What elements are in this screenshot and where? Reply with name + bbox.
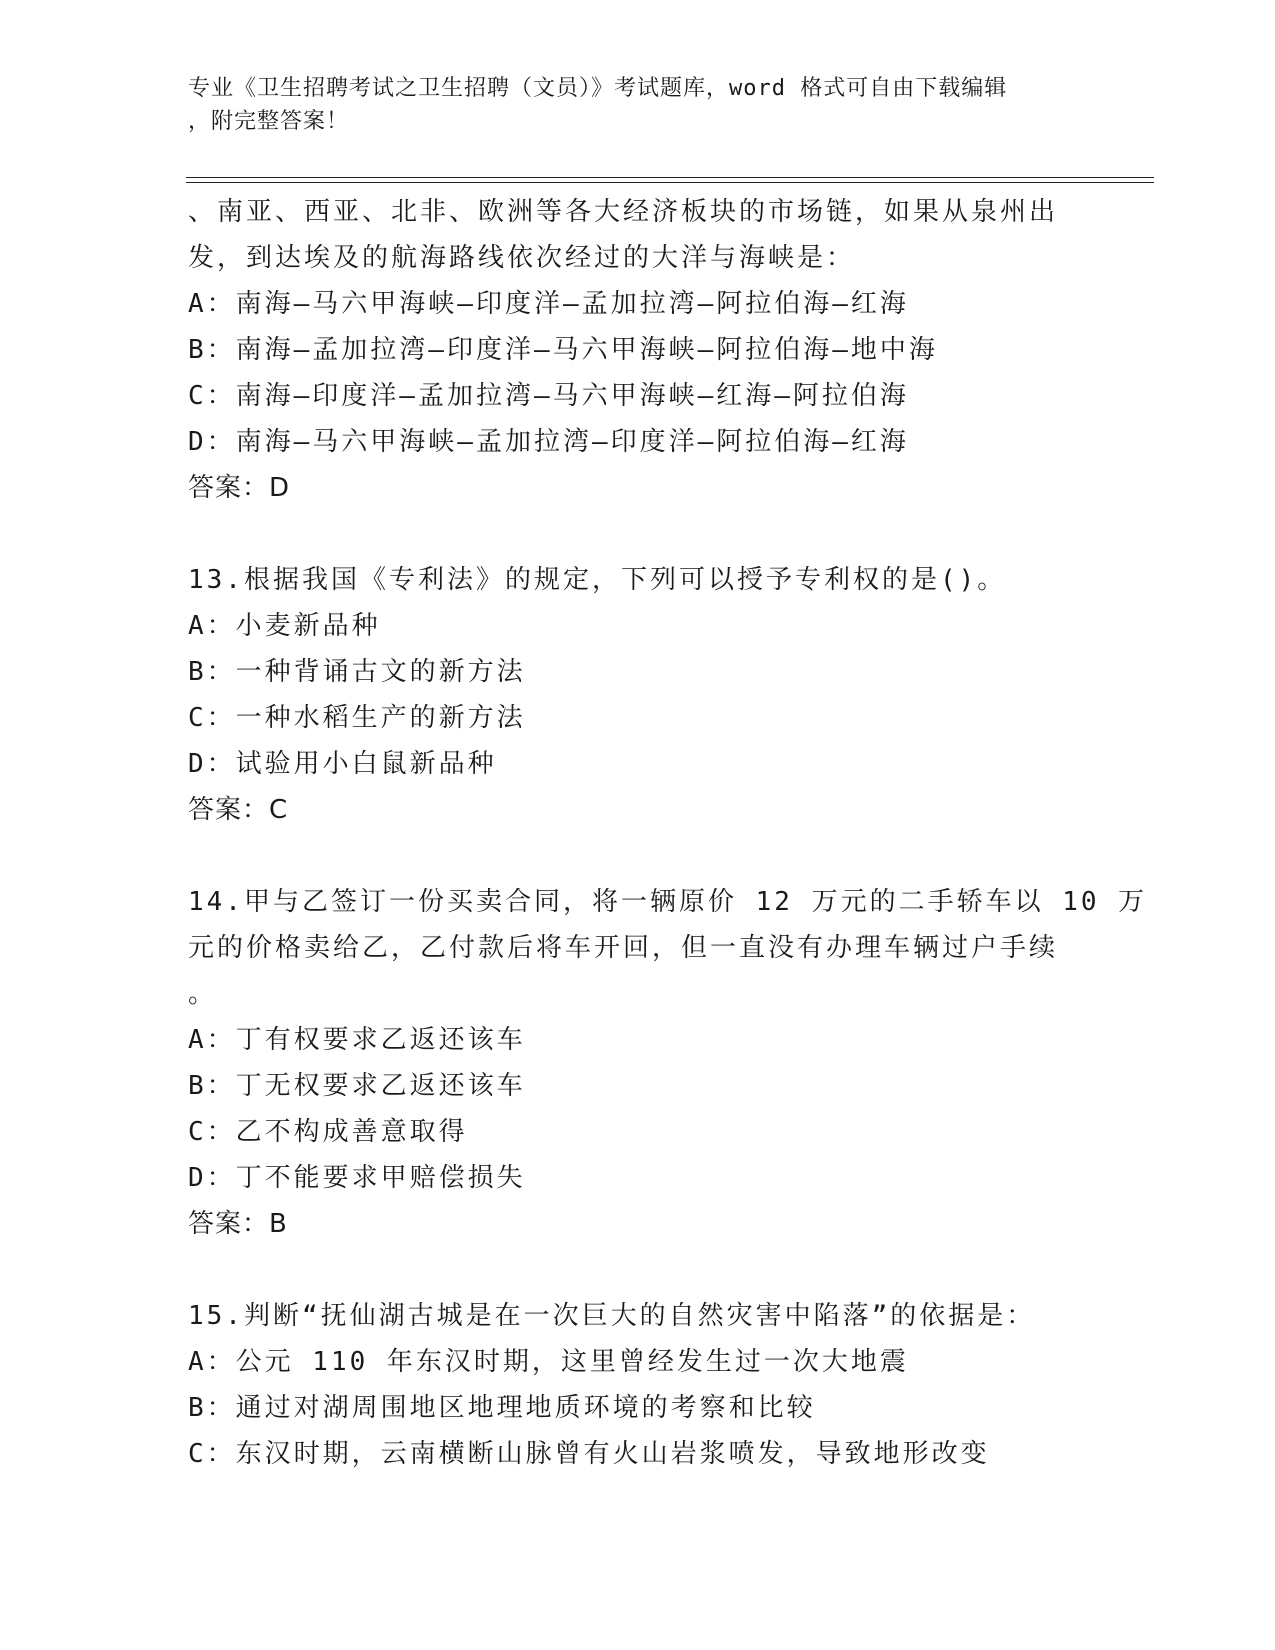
option-b: B：通过对湖周围地区地理地质环境的考察和比较 — [188, 1393, 816, 1423]
option-a: A：公元 110 年东汉时期，这里曾经发生过一次大地震 — [188, 1347, 909, 1377]
option-a: A：丁有权要求乙返还该车 — [188, 1025, 526, 1055]
header-rule-bottom — [186, 182, 1154, 183]
option-d: D：试验用小白鼠新品种 — [188, 749, 497, 779]
spacer — [188, 833, 1088, 879]
option-b: B：一种背诵古文的新方法 — [188, 657, 526, 687]
option-d: D：丁不能要求甲赔偿损失 — [188, 1163, 526, 1193]
option-a: A：小麦新品种 — [188, 611, 381, 641]
question-stem: 发，到达埃及的航海路线依次经过的大洋与海峡是： — [188, 243, 856, 273]
option-c: C：乙不构成善意取得 — [188, 1117, 468, 1147]
question-stem: 。 — [188, 979, 218, 1009]
spacer — [188, 1247, 1088, 1293]
option-c: C：一种水稻生产的新方法 — [188, 703, 526, 733]
question-stem: 15.判断“抚仙湖古城是在一次巨大的自然灾害中陷落”的依据是： — [188, 1301, 1036, 1331]
answer: 答案：D — [188, 473, 291, 503]
question-stem: 元的价格卖给乙，乙付款后将车开回，但一直没有办理车辆过户手续 — [188, 933, 1059, 963]
option-d: D：南海—马六甲海峡—孟加拉湾—印度洋—阿拉伯海—红海 — [188, 427, 909, 457]
question-14 — [188, 879, 1148, 1247]
header-line-1: 专业《卫生招聘考试之卫生招聘（文员）》考试题库，word 格式可自由下载编辑 — [188, 76, 1008, 101]
question-12 — [188, 189, 1088, 511]
header-line-2: ，附完整答案！ — [188, 109, 350, 134]
header-rule-top — [186, 177, 1154, 178]
question-list — [188, 189, 1148, 1477]
question-15 — [188, 1293, 1088, 1477]
option-a: A：南海—马六甲海峡—印度洋—孟加拉湾—阿拉伯海—红海 — [188, 289, 909, 319]
option-c: C：南海—印度洋—孟加拉湾—马六甲海峡—红海—阿拉伯海 — [188, 381, 909, 411]
option-b: B：南海—孟加拉湾—印度洋—马六甲海峡—阿拉伯海—地中海 — [188, 335, 938, 365]
option-b: B：丁无权要求乙返还该车 — [188, 1071, 526, 1101]
option-c: C：东汉时期，云南横断山脉曾有火山岩浆喷发，导致地形改变 — [188, 1439, 990, 1469]
answer: 答案：B — [188, 1209, 288, 1239]
question-13 — [188, 557, 1088, 833]
answer: 答案：C — [188, 795, 289, 825]
spacer — [188, 511, 1088, 557]
document-header — [188, 72, 1068, 138]
question-stem: 14.甲与乙签订一份买卖合同，将一辆原价 12 万元的二手轿车以 10 万 — [188, 887, 1148, 917]
question-stem: 13.根据我国《专利法》的规定，下列可以授予专利权的是()。 — [188, 565, 1007, 595]
question-stem: 、南亚、西亚、北非、欧洲等各大经济板块的市场链，如果从泉州出 — [188, 197, 1059, 227]
